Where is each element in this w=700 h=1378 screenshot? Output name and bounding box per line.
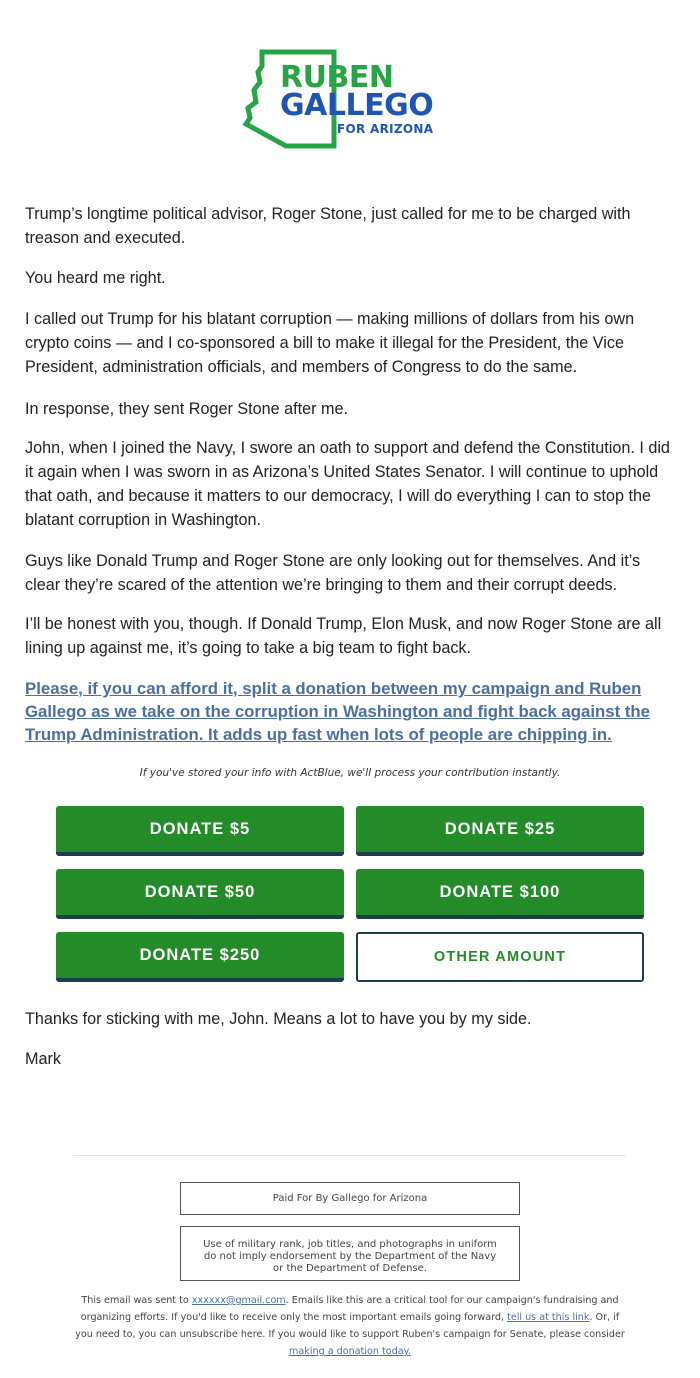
donate-5-button[interactable]: DONATE $5 <box>56 806 344 856</box>
donation-appeal-link[interactable]: Please, if you can afford it, split a donation between my campaign and Ruben Gallego as we take on the corruption in Washington and fight back against the Trump Administration. It adds up fast when lots of people are chipping in. <box>25 679 651 744</box>
donation-today-link[interactable]: making a donation today. <box>289 1346 411 1357</box>
donate-25-button[interactable]: DONATE $25 <box>356 806 644 856</box>
logo-ruben: RUBEN <box>280 60 394 95</box>
paragraph-3: I called out Trump for his blatant corruption — making millions of dollars from his own crypto coins — and I co-sponsored a bill to make it illegal for the President, the Vice President, administration officials, and members of Congress to do the same. <box>25 310 635 376</box>
paragraph-5: John, when I joined the Navy, I swore an oath to support and defend the Constitution. I did it again when I was sworn in as Arizona’s United States Senator. I will continue to uphold that oath, and because it matters to our democracy, I will do everything I can to stop the blatant corruption in Washington. <box>25 439 670 529</box>
footer-text <box>75 1292 625 1360</box>
recipient-email-link[interactable]: xxxxxx@gmail.com <box>191 1295 286 1306</box>
paragraph-1: Trump’s longtime political advisor, Roger Stone, just called for me to be charged with treason and executed. <box>25 205 631 247</box>
disclaimer-box <box>180 1226 520 1281</box>
paid-for-text: Paid For By Gallego for Arizona <box>272 1193 428 1204</box>
paragraph-4: In response, they sent Roger Stone after me. <box>25 400 349 418</box>
footer-sent-after: . Or, if you need to, you can unsubscribe here. If you would like to support Ruben's campaign for Senate, please consider <box>75 1312 625 1340</box>
donate-50-button[interactable]: DONATE $50 <box>56 869 344 919</box>
footer-divider <box>73 1155 626 1156</box>
paragraph-2: You heard me right. <box>25 269 166 287</box>
logo-gallego: GALLEGO <box>280 88 434 123</box>
campaign-logo <box>240 46 460 158</box>
signoff: Mark <box>25 1050 61 1068</box>
paid-for-box <box>180 1182 520 1215</box>
email-preferences-link[interactable]: tell us at this link <box>507 1312 590 1323</box>
footer-sent-prefix: This email was sent to <box>81 1295 192 1306</box>
other-amount-button[interactable]: OTHER AMOUNT <box>356 932 644 982</box>
logo-for-arizona: FOR ARIZONA <box>337 122 434 136</box>
thanks-text: Thanks for sticking with me, John. Means a lot to have you by my side. <box>25 1010 532 1028</box>
donate-100-button[interactable]: DONATE $100 <box>356 869 644 919</box>
paragraph-7: I’ll be honest with you, though. If Donald Trump, Elon Musk, and now Roger Stone are all lining up against me, it’s going to take a big team to fight back. <box>25 615 662 657</box>
donate-250-button[interactable]: DONATE $250 <box>56 932 344 982</box>
disclaimer-text: Use of military rank, job titles, and photographs in uniform do not imply endorsement by the Department of the Navy or the Department of Defense. <box>203 1239 497 1274</box>
footer-sent-mid: . Emails like this are a critical tool for our campaign's fundraising and organizing efforts. If you'd like to receive only the most important emails going forward, <box>80 1295 619 1323</box>
actblue-note: If you've stored your info with ActBlue, we'll process your contribution instantly. <box>139 767 561 779</box>
paragraph-6: Guys like Donald Trump and Roger Stone are only looking out for themselves. And it’s clear they’re scared of the attention we’re bringing to them and their corrupt deeds. <box>25 552 641 594</box>
